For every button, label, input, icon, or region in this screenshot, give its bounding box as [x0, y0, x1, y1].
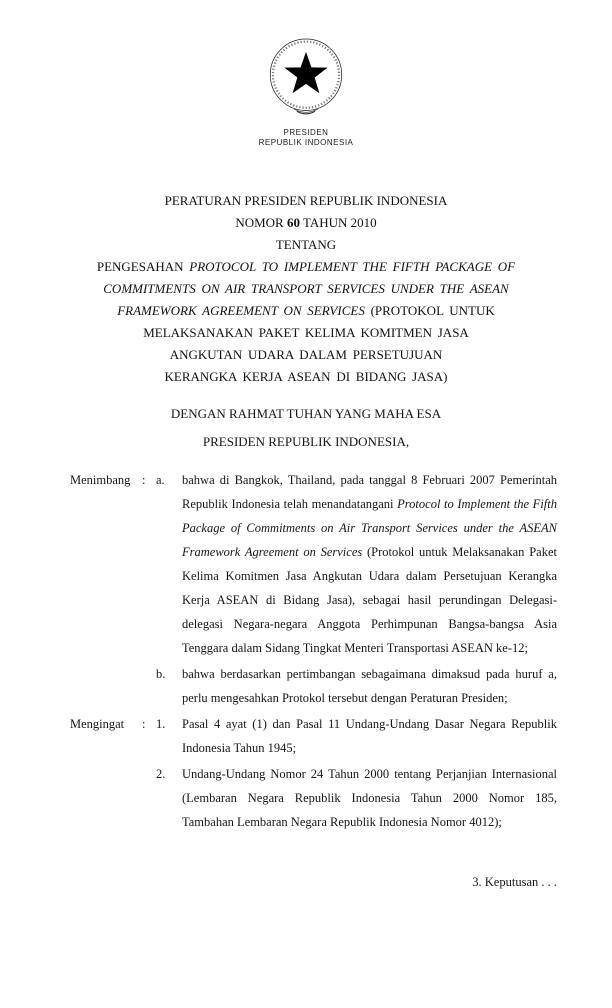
document-body	[0, 468, 612, 834]
subject-line	[0, 344, 612, 366]
item-marker: 2.	[156, 767, 166, 781]
item-text: Undang-Undang Nomor 24 Tahun 2000 tentang Perjanjian Internasional (Lembaran Negara Republik Indonesia Tahun 2000 Nomor 185, Tambahan Lembaran Negara Republik Indonesia Nomor 4012);	[182, 767, 557, 829]
organization-name	[0, 128, 612, 148]
nomor-prefix: NOMOR	[235, 215, 284, 230]
subject-text: KERANGKA KERJA ASEAN DI BIDANG JASA)	[164, 369, 448, 384]
preamble-invocation: DENGAN RAHMAT TUHAN YANG MAHA ESA	[170, 406, 442, 421]
document-header	[0, 0, 612, 148]
spacer-cell	[142, 762, 156, 834]
consideration-item-a	[70, 468, 557, 660]
preamble	[0, 400, 612, 456]
org-line-presiden: PRESIDEN	[283, 128, 329, 137]
item-marker: 1.	[156, 717, 166, 731]
subject-text: (PROTOKOL UNTUK	[364, 303, 495, 318]
item-text-segment: bahwa di Bangkok, Thailand, pada tanggal 8 Februari 2007 Pemerintah Republik Indonesia telah menandatangani	[182, 473, 557, 511]
title-block	[0, 190, 612, 388]
nomor-value: 60	[286, 215, 300, 230]
subject-line	[0, 322, 612, 344]
menimbang-colon: :	[142, 473, 146, 487]
subject-text-italic: COMMITMENTS ON AIR TRANSPORT SERVICES UNDER THE ASEAN	[103, 281, 509, 296]
item-text	[182, 468, 557, 660]
subject-line	[0, 256, 612, 278]
subject-text: MELAKSANAKAN PAKET KELIMA KOMITMEN JASA	[143, 325, 469, 340]
legal-basis-item-2	[70, 762, 557, 834]
presidential-seal-icon	[268, 36, 344, 118]
subject-line	[0, 278, 612, 300]
mengingat-colon: :	[142, 717, 146, 731]
item-text-segment-italic: Protocol to Implement the Fifth Package of Commitments on Air Transport Services under the ASEAN Framework Agreement on Services	[182, 497, 557, 559]
item-text: bahwa berdasarkan pertimbangan sebagaimana dimaksud pada huruf a, perlu mengesahkan Protokol tersebut dengan Peraturan Presiden;	[182, 667, 557, 705]
legal-basis-item-1	[70, 712, 557, 760]
regulation-number	[0, 212, 612, 234]
spacer-cell	[70, 662, 142, 710]
subject-text: PENGESAHAN	[96, 259, 190, 274]
consideration-item-b	[70, 662, 557, 710]
preamble-issuer: PRESIDEN REPUBLIK INDONESIA,	[202, 434, 410, 449]
subject-line	[0, 366, 612, 388]
catchword: 3. Keputusan . . .	[472, 875, 557, 889]
subject-text: ANGKUTAN UDARA DALAM PERSETUJUAN	[169, 347, 443, 362]
item-text-segment: (Protokol untuk Melaksanakan Paket Kelima Komitmen Jasa Angkutan Udara dalam Persetujuan Kerangka Kerja ASEAN di Bidang Jasa), sebagai hasil perundingan Delegasi-delegasi Negara-negara Anggota Perhimpunan Bangsa-bangsa Asia Tenggara dalam Sidang Tingkat Menteri Transportasi ASEAN ke-12;	[182, 545, 557, 655]
nomor-suffix: TAHUN 2010	[302, 215, 377, 230]
spacer-cell	[70, 762, 142, 834]
document-title: PERATURAN PRESIDEN REPUBLIK INDONESIA	[164, 193, 448, 208]
subject-text-italic: PROTOCOL TO IMPLEMENT THE FIFTH PACKAGE OF	[189, 259, 516, 274]
org-line-republik: REPUBLIK INDONESIA	[258, 138, 354, 147]
menimbang-label: Menimbang	[70, 473, 131, 487]
tentang-label: TENTANG	[275, 237, 337, 252]
item-text: Pasal 4 ayat (1) dan Pasal 11 Undang-Undang Dasar Negara Republik Indonesia Tahun 1945;	[182, 717, 557, 755]
mengingat-label: Mengingat	[70, 717, 125, 731]
item-marker: b.	[156, 667, 166, 681]
spacer-cell	[142, 662, 156, 710]
subject-line	[0, 300, 612, 322]
subject-text-italic: FRAMEWORK AGREEMENT ON SERVICES	[117, 303, 365, 318]
item-marker: a.	[156, 473, 165, 487]
